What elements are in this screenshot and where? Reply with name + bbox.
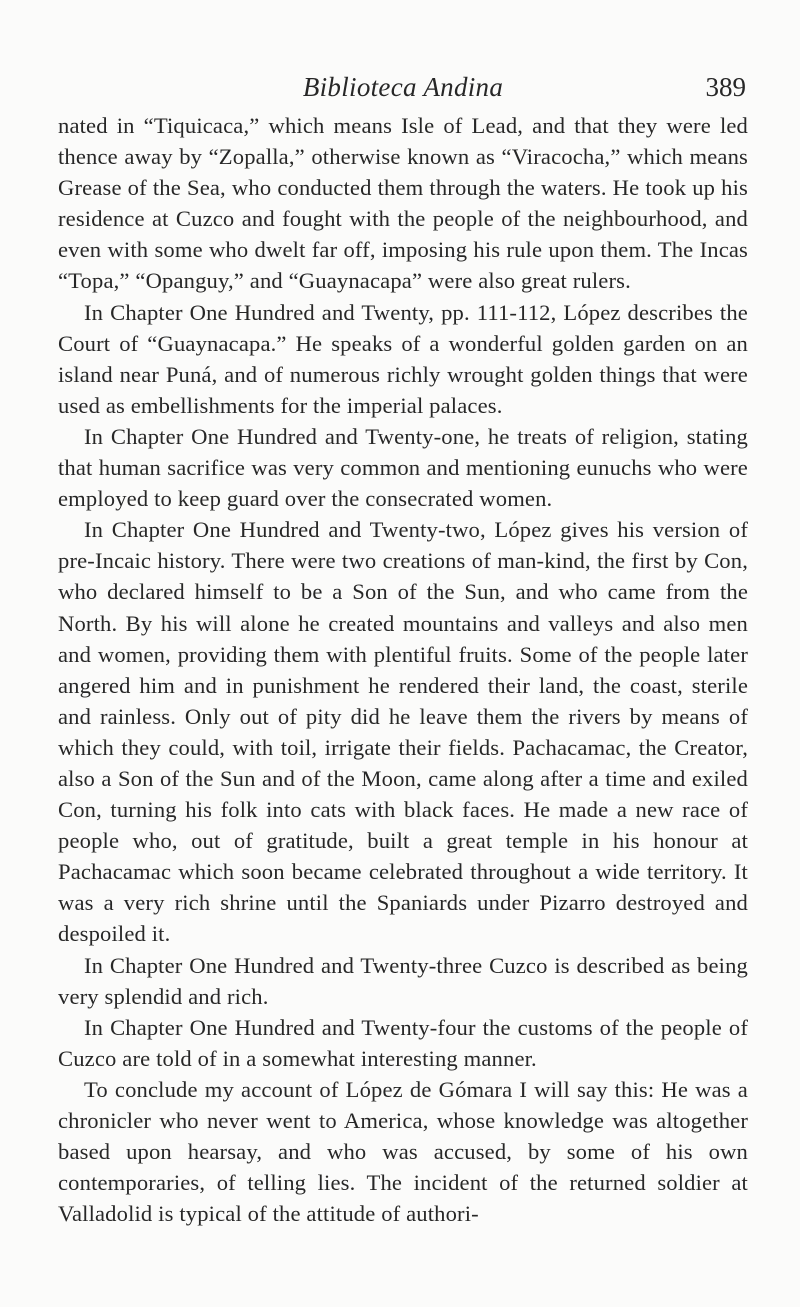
paragraph: In Chapter One Hundred and Twenty-one, he treats of religion, stating that human sacrifice was very common and mentioning eunuchs who were employed to keep guard over the consecrated women. bbox=[58, 423, 748, 512]
book-page bbox=[58, 0, 748, 1307]
running-header bbox=[58, 0, 748, 110]
paragraph: To conclude my account of López de Gómara I will say this: He was a chronicler who never went to America, whose knowledge was altogether based upon hearsay, and who was accused, by some of his own contemporaries, of telling lies. The incident of the returned soldier at Valladolid is typical of the attitude of authori- bbox=[58, 1076, 748, 1227]
page-number: 389 bbox=[705, 72, 746, 102]
paragraph: In Chapter One Hundred and Twenty-two, López gives his version of pre-Incaic history. There were two creations of man-kind, the first by Con, who declared himself to be a Son of the Sun, and who came from the North. By his will alone he created mountains and valleys and also men and women, providing them with plentiful fruits. Some of the people later angered him and in punishment he rendered their land, the coast, sterile and rainless. Only out of pity did he leave them the rivers by means of which they could, with toil, irrigate their fields. Pachacamac, the Creator, also a Son of the Sun and of the Moon, came along after a time and exiled Con, turning his folk into cats with black faces. He made a new race of people who, out of gratitude, built a great temple in his honour at Pachacamac which soon became celebrated throughout a wide territory. It was a very rich shrine until the Spaniards under Pizarro destroyed and despoiled it. bbox=[58, 517, 748, 947]
paragraph: nated in “Tiquicaca,” which means Isle of Lead, and that they were led thence away by “Zopalla,” otherwise known as “Viracocha,” which means Grease of the Sea, who conducted them through the waters. He took up his residence at Cuzco and fought with the people of the neighbourhood, and even with some who dwelt far off, imposing his rule upon them. The Incas “Topa,” “Opanguy,” and “Guaynacapa” were also great rulers. bbox=[58, 113, 748, 294]
body-text bbox=[58, 110, 748, 1229]
paragraph: In Chapter One Hundred and Twenty-four the customs of the people of Cuzco are told of in a somewhat interesting manner. bbox=[58, 1014, 748, 1071]
paragraph: In Chapter One Hundred and Twenty-three Cuzco is described as being very splendid and rich. bbox=[58, 952, 748, 1009]
paragraph: In Chapter One Hundred and Twenty, pp. 111-112, López describes the Court of “Guaynacapa.” He speaks of a wonderful golden garden on an island near Puná, and of numerous richly wrought golden things that were used as embellishments for the imperial palaces. bbox=[58, 299, 748, 418]
running-title: Biblioteca Andina bbox=[302, 72, 504, 102]
